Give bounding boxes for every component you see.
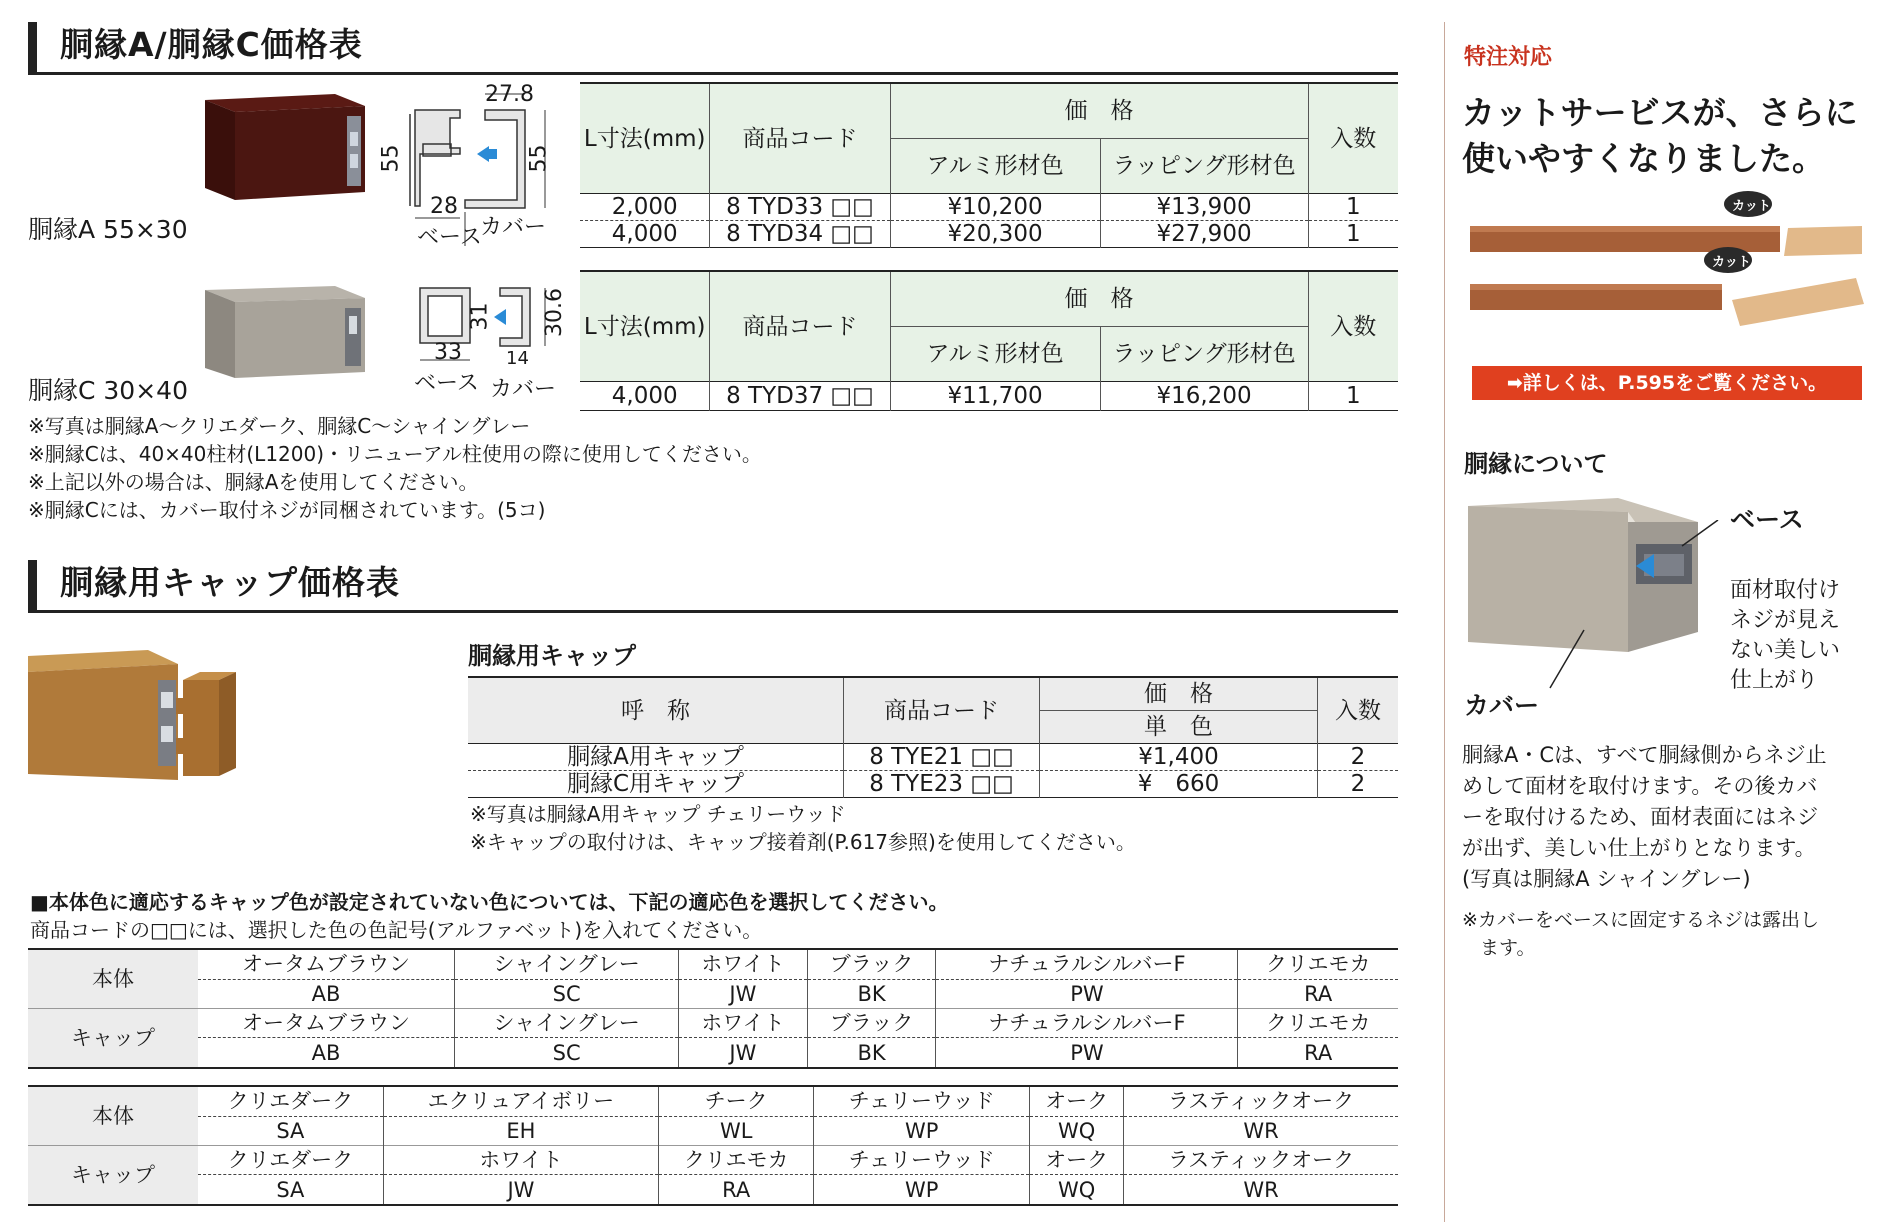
footnote-line: ます。 (1480, 937, 1536, 959)
color-name: オーク (1030, 1086, 1124, 1116)
cell-qty: 1 (1345, 383, 1361, 409)
color-name: ナチュラルシルバーF (936, 949, 1238, 979)
about-body (1462, 740, 1827, 895)
dim-left: 55 (378, 144, 404, 173)
color-code: WQ (1030, 1175, 1124, 1205)
color-code: WP (814, 1175, 1030, 1205)
color-name: クリエモカ (659, 1146, 814, 1175)
cell-qty: 2 (1318, 744, 1399, 771)
th-code: 商品コード (710, 83, 890, 194)
table-row (468, 771, 1398, 798)
color-name: クリエダーク (198, 1146, 383, 1175)
section-header-price-a-c (28, 22, 1398, 75)
dim-w: 33 (434, 340, 462, 365)
headline-line-1: カットサービスが、さらに (1462, 93, 1858, 132)
row-label-body: 本体 (28, 1086, 198, 1146)
th-single: 単 色 (1040, 711, 1318, 744)
color-code: RA (1304, 981, 1333, 1006)
note-line: ※上記以外の場合は、胴縁Aを使用してください。 (28, 470, 479, 494)
th-wrap: ラッピング形材色 (1100, 139, 1308, 194)
color-code: BK (807, 1038, 936, 1068)
note-line: ※写真は胴縁A用キャップ チェリーウッド (470, 802, 846, 826)
header-bar (28, 560, 37, 610)
cell-qty: 1 (1345, 221, 1361, 247)
th-price: 価 格 (890, 83, 1308, 139)
color-code: EH (383, 1116, 658, 1146)
cover-label: カバー (490, 377, 557, 402)
color-name: オータムブラウン (198, 1009, 455, 1038)
color-name: ラスティックオーク (1124, 1086, 1398, 1116)
color-name: チーク (659, 1086, 814, 1116)
th-qty: 入数 (1308, 83, 1398, 194)
row-label-cap: キャップ (28, 1009, 198, 1069)
body-line: が出ず、美しい仕上がりとなります。 (1462, 836, 1816, 860)
cover-label: カバー (480, 215, 547, 240)
column-divider (1444, 22, 1445, 1222)
callout-line: ネジが見え (1730, 608, 1841, 633)
color-name: シャイングレー (455, 1009, 679, 1038)
dim-top: 27.8 (485, 82, 534, 107)
cell-length: 4,000 (580, 221, 710, 248)
color-code: PW (936, 979, 1238, 1009)
th-length: L寸法(mm) (580, 271, 710, 382)
notes-a (28, 412, 762, 524)
cap-price-table (468, 676, 1398, 798)
color-name: オータムブラウン (198, 949, 455, 979)
price-table-a (580, 82, 1398, 248)
th-qty: 入数 (1308, 271, 1398, 382)
header-bar (28, 22, 37, 72)
cap-subtitle: 胴縁用キャップ (468, 642, 636, 670)
cell-alumi: ¥20,300 (890, 221, 1100, 248)
product-a-photo (205, 92, 365, 202)
color-code: WR (1243, 1177, 1279, 1202)
color-name: チェリーウッド (814, 1086, 1030, 1116)
note-line: ※胴縁Cは、40×40柱材(L1200)・リニューアル柱使用の際に使用してください。 (28, 442, 762, 466)
color-name: クリエダーク (198, 1086, 383, 1116)
cell-alumi: ¥11,700 (890, 382, 1100, 411)
cell-wrap: ¥16,200 (1100, 382, 1308, 411)
cap-photo (28, 650, 243, 785)
callout-line: 面材取付け (1730, 578, 1841, 603)
cell-name: 胴縁C用キャップ (468, 771, 844, 798)
body-line: めして面材を取付けます。その後カバ (1462, 774, 1818, 798)
color-name: ホワイト (679, 949, 807, 979)
color-name: シャイングレー (455, 949, 679, 979)
cover-callout: カバー (1464, 691, 1540, 720)
cell-price: ¥1,400 (1040, 744, 1318, 771)
about-title: 胴縁について (1464, 450, 1608, 478)
callout-line: 仕上がり (1730, 668, 1819, 693)
cell-code: 8 TYE23 □□ (844, 771, 1040, 798)
footnote-line: ※カバーをベースに固定するネジは露出し (1462, 909, 1819, 931)
cell-price: ¥ 660 (1040, 771, 1318, 798)
about-footnote (1462, 906, 1819, 962)
table-row (580, 194, 1398, 221)
table-row (580, 221, 1398, 248)
note-line: ※キャップの取付けは、キャップ接着剤(P.617参照)を使用してください。 (470, 830, 1136, 854)
color-code: WR (1243, 1118, 1279, 1143)
price-table-c (580, 270, 1398, 411)
color-name: ホワイト (383, 1146, 658, 1175)
callout-lines (1520, 520, 1750, 700)
color-heading: ■本体色に適応するキャップ色が設定されていない色については、下記の適応色を選択してください。 (30, 890, 949, 914)
note-line: ※写真は胴縁A〜クリエダーク、胴縁C〜シャイングレー (28, 414, 531, 438)
color-code: WQ (1030, 1116, 1124, 1146)
base-label: ベース (414, 371, 479, 396)
cut-badge: カット (1732, 199, 1771, 214)
note-line: ※胴縁Cには、カバー取付ネジが同梱されています。(5コ) (28, 498, 546, 522)
color-code: PW (936, 1038, 1238, 1068)
color-code: JW (383, 1175, 658, 1205)
screw-callout (1730, 576, 1840, 696)
cell-code: 8 TYD33 □□ (710, 194, 890, 221)
detail-link-banner[interactable]: ➡詳しくは、P.595をご覧ください。 (1472, 366, 1862, 400)
base-callout: ベース (1730, 505, 1804, 534)
th-code: 商品コード (844, 677, 1040, 744)
color-code: SA (198, 1116, 383, 1146)
color-code: RA (659, 1175, 814, 1205)
cell-qty: 2 (1350, 771, 1366, 797)
color-name: ブラック (807, 1009, 936, 1038)
th-length: L寸法(mm) (580, 83, 710, 194)
th-qty: 入数 (1318, 677, 1399, 744)
headline-line-2: 使いやすくなりました。 (1462, 139, 1825, 178)
product-c-label: 胴縁C 30×40 (28, 376, 188, 405)
color-name: ナチュラルシルバーF (936, 1009, 1238, 1038)
color-name: クリエモカ (1238, 949, 1398, 979)
th-alumi: アルミ形材色 (890, 139, 1100, 194)
dim-right: 30.6 (541, 288, 567, 337)
product-c-diagram (410, 280, 570, 400)
color-code: WP (814, 1116, 1030, 1146)
color-name: チェリーウッド (814, 1146, 1030, 1175)
color-code: WL (659, 1116, 814, 1146)
color-name: エクリュアイボリー (383, 1086, 658, 1116)
th-code: 商品コード (710, 271, 890, 382)
base-label: ベース (417, 225, 482, 250)
row-label-body: 本体 (28, 949, 198, 1009)
cell-name: 胴縁A用キャップ (468, 744, 844, 771)
color-code: JW (679, 979, 807, 1009)
color-name: ラスティックオーク (1124, 1146, 1398, 1175)
th-price: 価 格 (890, 271, 1308, 327)
cell-code: 8 TYD37 □□ (710, 382, 890, 411)
product-c-photo (205, 286, 365, 381)
color-table-2 (28, 1085, 1398, 1206)
body-line: ーを取付けるため、面材表面にはネジ (1462, 805, 1819, 829)
cell-length: 2,000 (580, 194, 710, 221)
dim-bottom: 14 (506, 348, 529, 369)
special-order-tag: 特注対応 (1464, 45, 1553, 70)
cell-code: 8 TYE21 □□ (844, 744, 1040, 771)
color-code: JW (679, 1038, 807, 1068)
color-code: BK (807, 979, 936, 1009)
th-name: 呼 称 (468, 677, 844, 744)
color-code: SC (455, 979, 679, 1009)
th-alumi: アルミ形材色 (890, 327, 1100, 382)
th-wrap: ラッピング形材色 (1100, 327, 1308, 382)
color-code: SA (198, 1175, 383, 1205)
dim-h: 31 (467, 302, 493, 331)
th-price: 価 格 (1040, 677, 1318, 711)
cell-wrap: ¥27,900 (1100, 221, 1308, 248)
color-code: AB (198, 1038, 455, 1068)
notes-cap (470, 800, 1136, 856)
dim-bottom: 28 (430, 194, 458, 219)
callout-line: ない美しい (1730, 638, 1841, 663)
cell-alumi: ¥10,200 (890, 194, 1100, 221)
color-name: ブラック (807, 949, 936, 979)
cut-badge: カット (1712, 255, 1751, 270)
body-line: 胴縁A・Cは、すべて胴縁側からネジ止 (1462, 743, 1827, 767)
section-title: 胴縁A/胴縁C価格表 (60, 25, 363, 64)
table-row (468, 744, 1398, 771)
cell-qty: 1 (1308, 194, 1398, 221)
color-name: クリエモカ (1238, 1009, 1398, 1038)
table-row (580, 382, 1398, 411)
product-a-label: 胴縁A 55×30 (28, 215, 188, 244)
dim-right: 55 (526, 144, 552, 173)
body-line: (写真は胴縁A シャイングレー) (1462, 867, 1751, 891)
cell-code: 8 TYD34 □□ (710, 221, 890, 248)
section-title: 胴縁用キャップ価格表 (60, 563, 400, 602)
color-name: ホワイト (679, 1009, 807, 1038)
color-subheading: 商品コードの□□には、選択した色の色記号(アルファベット)を入れてください。 (30, 918, 763, 942)
cell-wrap: ¥13,900 (1100, 194, 1308, 221)
color-code: SC (455, 1038, 679, 1068)
color-table-1 (28, 948, 1398, 1069)
row-label-cap: キャップ (28, 1146, 198, 1206)
color-code: AB (198, 979, 455, 1009)
product-a-diagram (378, 82, 560, 250)
sidebar-headline (1462, 90, 1858, 182)
section-header-cap (28, 560, 1398, 613)
cut-service-illustration (1470, 190, 1870, 330)
cell-length: 4,000 (580, 382, 710, 411)
color-name: オーク (1030, 1146, 1124, 1175)
color-code: RA (1304, 1040, 1333, 1065)
